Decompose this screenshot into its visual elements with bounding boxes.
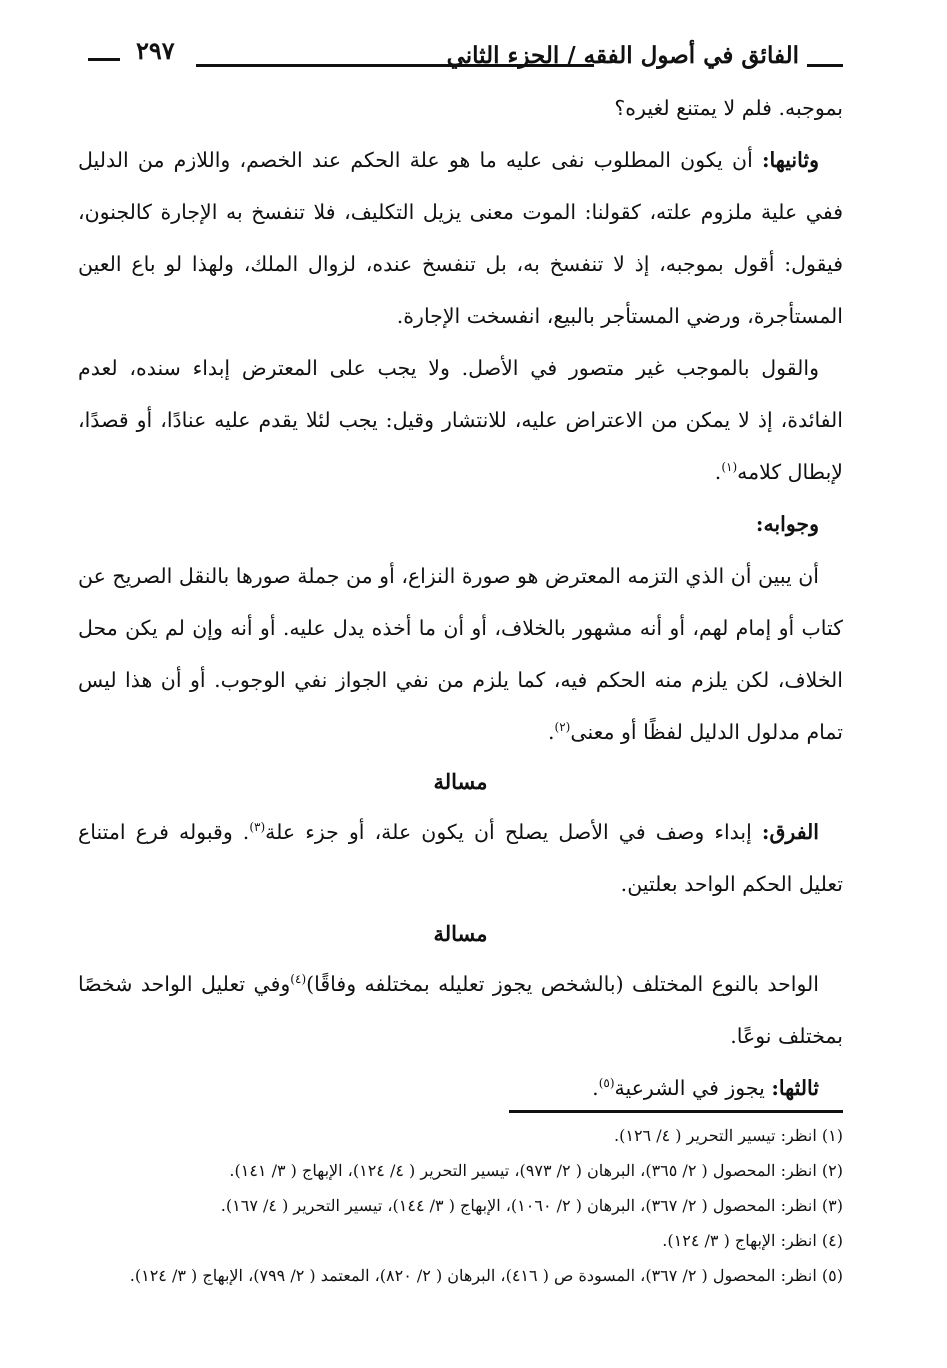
paragraph-end: . وقبوله فرع امتناع تعليل الحكم الواحد بعلتين. [78, 820, 843, 896]
footnote-ref: (١) [721, 460, 738, 474]
running-title: الفائق في أصول الفقه / الجزء الثاني [446, 42, 799, 69]
main-text [78, 82, 843, 1114]
footnote: (٤) انظر: الإبهاج ( ٣/ ١٢٤). [662, 1231, 843, 1250]
footnote: (٣) انظر: المحصول ( ٢/ ٣٦٧)، البرهان ( ٢/ ١٠٦٠)، الإبهاج ( ٣/ ١٤٤)، تيسير التحرير ( ٤/ ١٦٧). [220, 1196, 843, 1215]
paragraph-text: والقول بالموجب غير متصور في الأصل. ولا يجب على المعترض إبداء سنده، لعدم الفائدة، إذ لا يمكن من الاعتراض عليه، للانتشار وقيل: يجب لئلا يقدم عليه عنادًا، أو قصدًا، لإبطال كلامه [78, 356, 843, 484]
section-heading: مسالة [433, 769, 488, 794]
header-rule-right [807, 64, 843, 67]
footnote-ref: (٥) [598, 1076, 615, 1090]
footnote-ref: (٤) [290, 972, 307, 986]
paragraph-qawl-bil-mujib [78, 342, 843, 498]
paragraph-end: وفي تعليل الواحد شخصًا بمختلف نوعًا. [78, 972, 843, 1048]
footnote: (١) انظر: تيسير التحرير ( ٤/ ١٢٦). [614, 1126, 843, 1145]
paragraph-text: إبداء وصف في الأصل يصلح أن يكون علة، أو جزء علة [265, 820, 762, 844]
page-number: ٢٩٧ [136, 36, 175, 65]
header-rule-left [88, 58, 120, 61]
paragraph-text: يجوز في الشرعية [614, 1076, 772, 1100]
paragraph-end: . [592, 1076, 599, 1100]
paragraph-end: . [714, 460, 722, 484]
running-header [88, 36, 843, 76]
footnote-ref: (٢) [554, 720, 571, 734]
section-heading: مسالة [433, 921, 488, 946]
paragraph-second-point [78, 134, 843, 342]
lead-term: وجوابه: [755, 512, 819, 536]
paragraph-wahid-bil-naw [78, 958, 843, 1062]
paragraph-answer-label [78, 498, 843, 550]
paragraph-answer [78, 550, 843, 758]
paragraph-continuation: بموجبه. فلم لا يمتنع لغيره؟ [614, 96, 843, 120]
paragraph-text: أن يبين أن الذي التزمه المعترض هو صورة النزاع، أو من جملة صورها بالنقل الصريح عن كتاب أو إمام لهم، أو أنه مشهور بالخلاف، أو أن ما أخذه يدل عليه. أو أنه وإن لم يكن محل الخلاف، لكن يلزم منه الحكم فيه، كما يلزم من نفي الجواز نفي الوجوب. أو أن هذا ليس تمام مدلول الدليل لفظًا أو معنى [78, 564, 843, 744]
footnote-separator [509, 1110, 843, 1113]
paragraph-text: الواحد بالنوع المختلف (بالشخص يجوز تعليله بمختلفه وفاقًا) [306, 972, 819, 996]
footnote-ref: (٣) [249, 820, 266, 834]
paragraph-farq [78, 806, 843, 910]
lead-term: الفرق: [761, 820, 820, 844]
footnote: (٥) انظر: المحصول ( ٢/ ٣٦٧)، المسودة ص ( ٤١٦)، البرهان ( ٢/ ٨٢٠)، المعتمد ( ٢/ ٧٩٩)، الإبهاج ( ٣/ ١٢٤). [129, 1266, 843, 1285]
lead-term: ثالثها: [771, 1076, 819, 1100]
paragraph-third-point [78, 1062, 843, 1114]
paragraph-text: أن يكون المطلوب نفى عليه ما هو علة الحكم عند الخصم، واللازم من الدليل ففي علية ملزوم علته، كقولنا: الموت معنى يزيل التكليف، فلا تنفسخ به الإجارة كالجنون، فيقول: أقول بموجبه، إذ لا تنفسخ به، بل تنفسخ عنده، لزوال الملك، ولهذا لو باع العين المستأجرة، ورضي المستأجر بالبيع، انفسخت الإجارة. [78, 148, 843, 328]
footnote: (٢) انظر: المحصول ( ٢/ ٣٦٥)، البرهان ( ٢/ ٩٧٣)، تيسير التحرير ( ٤/ ١٢٤)، الإبهاج ( ٣/ ١٤١). [229, 1161, 843, 1180]
lead-term: وثانيها: [761, 148, 819, 172]
paragraph-end: . [548, 720, 555, 744]
footnotes [80, 1118, 843, 1293]
